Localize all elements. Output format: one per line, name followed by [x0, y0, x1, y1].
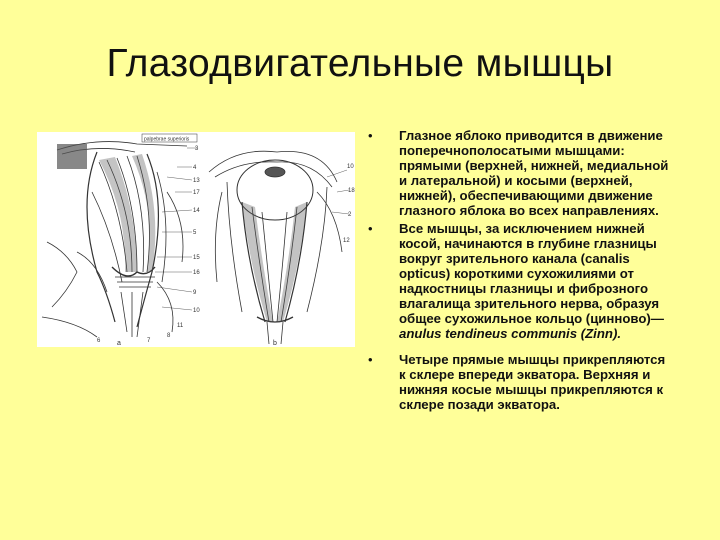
figure-number: 10: [193, 308, 200, 314]
figure-number: 17: [193, 190, 200, 196]
slide-title: Глазодвигательные мышцы: [106, 42, 614, 85]
bullet-marker: •: [368, 221, 373, 236]
figure-number: 7: [147, 338, 151, 344]
bullet-text: Глазное яблоко приводится в движение поперечнополосатыми мышцами: прямыми (верхней, нижней, медиальной и латеральной) и косыми (верхней, нижней), обеспечивающими движение глазного яблока во всех направлениях.: [399, 128, 669, 218]
bullet-text: Все мышцы, за исключением нижней косой, начинаются в глубине глазницы вокруг зрительного канала (canalis opticus) короткими сухожилиями от надкостницы глазницы и фиброзного влагалища зрительного нерва, образуя общее сухожильное кольцо (цинново)—: [399, 221, 664, 326]
figure-number: 3: [195, 146, 199, 152]
eye-muscles-illustration: [37, 132, 355, 347]
figure-number: 8: [167, 333, 171, 339]
figure-number: 12: [343, 238, 350, 244]
figure-label-a: a: [117, 340, 121, 347]
figure-number: 5: [193, 230, 197, 236]
figure-label-b: b: [273, 340, 277, 347]
figure-number: 2: [348, 212, 352, 218]
bullet-italic-text: anulus tendineus communis (Zinn).: [399, 326, 621, 341]
figure-number: 6: [97, 338, 101, 344]
figure-number: 16: [193, 270, 200, 276]
figure-label-top: palpebrae superioris: [144, 136, 190, 143]
figure-number: 13: [193, 178, 200, 184]
bullet-marker: •: [368, 128, 373, 143]
figure-number: 10: [347, 164, 354, 170]
bullet-text: Четыре прямые мышцы прикрепляются к склере впереди экватора. Верхняя и нижняя косые мышцы прикрепляются к склере позади экватора.: [399, 352, 666, 412]
bullet-item: [368, 352, 670, 412]
bullet-list: [368, 128, 670, 415]
figure-number: 15: [193, 255, 200, 261]
bullet-marker: •: [368, 352, 373, 367]
figure-number: 4: [193, 165, 197, 171]
figure-number: 11: [177, 323, 184, 329]
figure-number: 18: [348, 188, 355, 194]
figure-number: 9: [193, 290, 197, 296]
bullet-item: [368, 221, 670, 341]
bullet-item: [368, 128, 670, 218]
figure-number: 14: [193, 208, 200, 214]
